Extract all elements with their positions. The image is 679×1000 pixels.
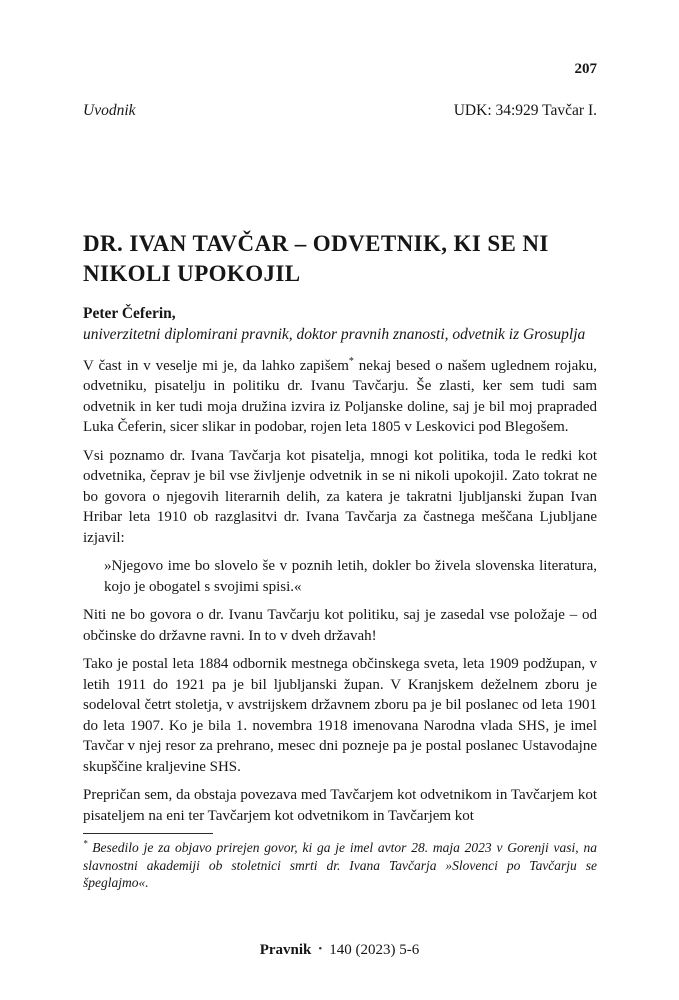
paragraph-1-text: V čast in v veselje mi je, da lahko zapišem: [83, 357, 349, 374]
udk-classification: UDK: 34:929 Tavčar I.: [453, 102, 597, 119]
footnote-asterisk: *: [83, 838, 88, 849]
footnote-body: Besedilo je za objavo prirejen govor, ki ga je imel avtor 28. maja 2023 v Gorenji vasi, na slavnostni akademiji ob stoletnici smrti dr. Ivana Tavčarja »Slovenci po Tavčarju se špeglajmo«.: [83, 840, 597, 890]
footnote-text: [83, 839, 597, 892]
quotation-block: »Njegovo ime bo slovelo še v poznih letih, dokler bo živela slovenska literatura, kojo je obogatel s svojimi spisi.«: [104, 558, 597, 595]
footnote-rule: [83, 833, 213, 834]
page-number: 207: [574, 61, 597, 77]
paragraph-5: Prepričan sem, da obstaja povezava med Tavčarjem kot odvetnikom in Tavčarjem kot pisateljem na eni ter Tavčarjem kot odvetnikom in Tavčarjem kot: [83, 787, 597, 824]
footnote-area: [83, 833, 597, 892]
paragraph-4: Tako je postal leta 1884 odbornik mestnega občinskega sveta, leta 1909 podžupan, v letih 1911 do 1921 pa je bil ljubljanski župan. V Kranjskem deželnem zboru je sodeloval četrt stoletja, v avstrijskem državnem zboru pa je bil poslanec od leta 1901 do leta 1907. Ko je bila 1. novembra 1918 imenovana Narodna vlada SHS, je imel Tavčar v njej resor za prehrano, mesec dni pozneje pa je postal poslanec Ustavodajne skupščine kraljevine SHS.: [83, 656, 597, 775]
header-row: [83, 102, 597, 119]
footnote-marker: *: [348, 355, 354, 367]
article-title: DR. IVAN TAVČAR – ODVETNIK, KI SE NI NIKOLI UPOKOJIL: [83, 231, 549, 286]
section-label: Uvodnik: [83, 102, 136, 119]
journal-name: Pravnik: [259, 942, 312, 958]
paragraph-1: [83, 356, 597, 438]
paragraph-2: Vsi poznamo dr. Ivana Tavčarja kot pisatelja, mnogi kot politika, toda le redki kot odvetnika, čeprav je bil vse življenje odvetnik in se ni nikoli upokojil. Zato tokrat ne bo govora o njegovih literarnih delih, za katera je takratni ljubljanski župan Ivan Hribar leta 1910 ob razglasitvi dr. Ivana Tavčarja za častnega meščana Ljubljane izjavil:: [83, 447, 597, 546]
author-affiliation: univerzitetni diplomirani pravnik, doktor pravnih znanosti, odvetnik iz Grosuplja: [83, 326, 586, 343]
issue-info: 140 (2023) 5-6: [329, 942, 420, 958]
author-name: Peter Čeferin,: [83, 305, 176, 322]
journal-footer: [0, 941, 679, 959]
bullet-separator: •: [318, 943, 323, 955]
paragraph-1-continued: nekaj besed o našem uglednem rojaku, odvetniku, pisatelju in politiku dr. Ivanu Tavčarju. Še zlasti, ker sem tudi sam odvetnik in ker tudi moja družina izvira iz Poljanske doline, saj je bil moj prapraded Luka Čeferin, sicer slikar in podobar, rojen leta 1805 v Leskovici pod Blegošem.: [83, 357, 597, 435]
paragraph-3: Niti ne bo govora o dr. Ivanu Tavčarju kot politiku, saj je zasedal vse položaje – od občinske do državne ravni. In to v dveh državah!: [83, 607, 597, 644]
